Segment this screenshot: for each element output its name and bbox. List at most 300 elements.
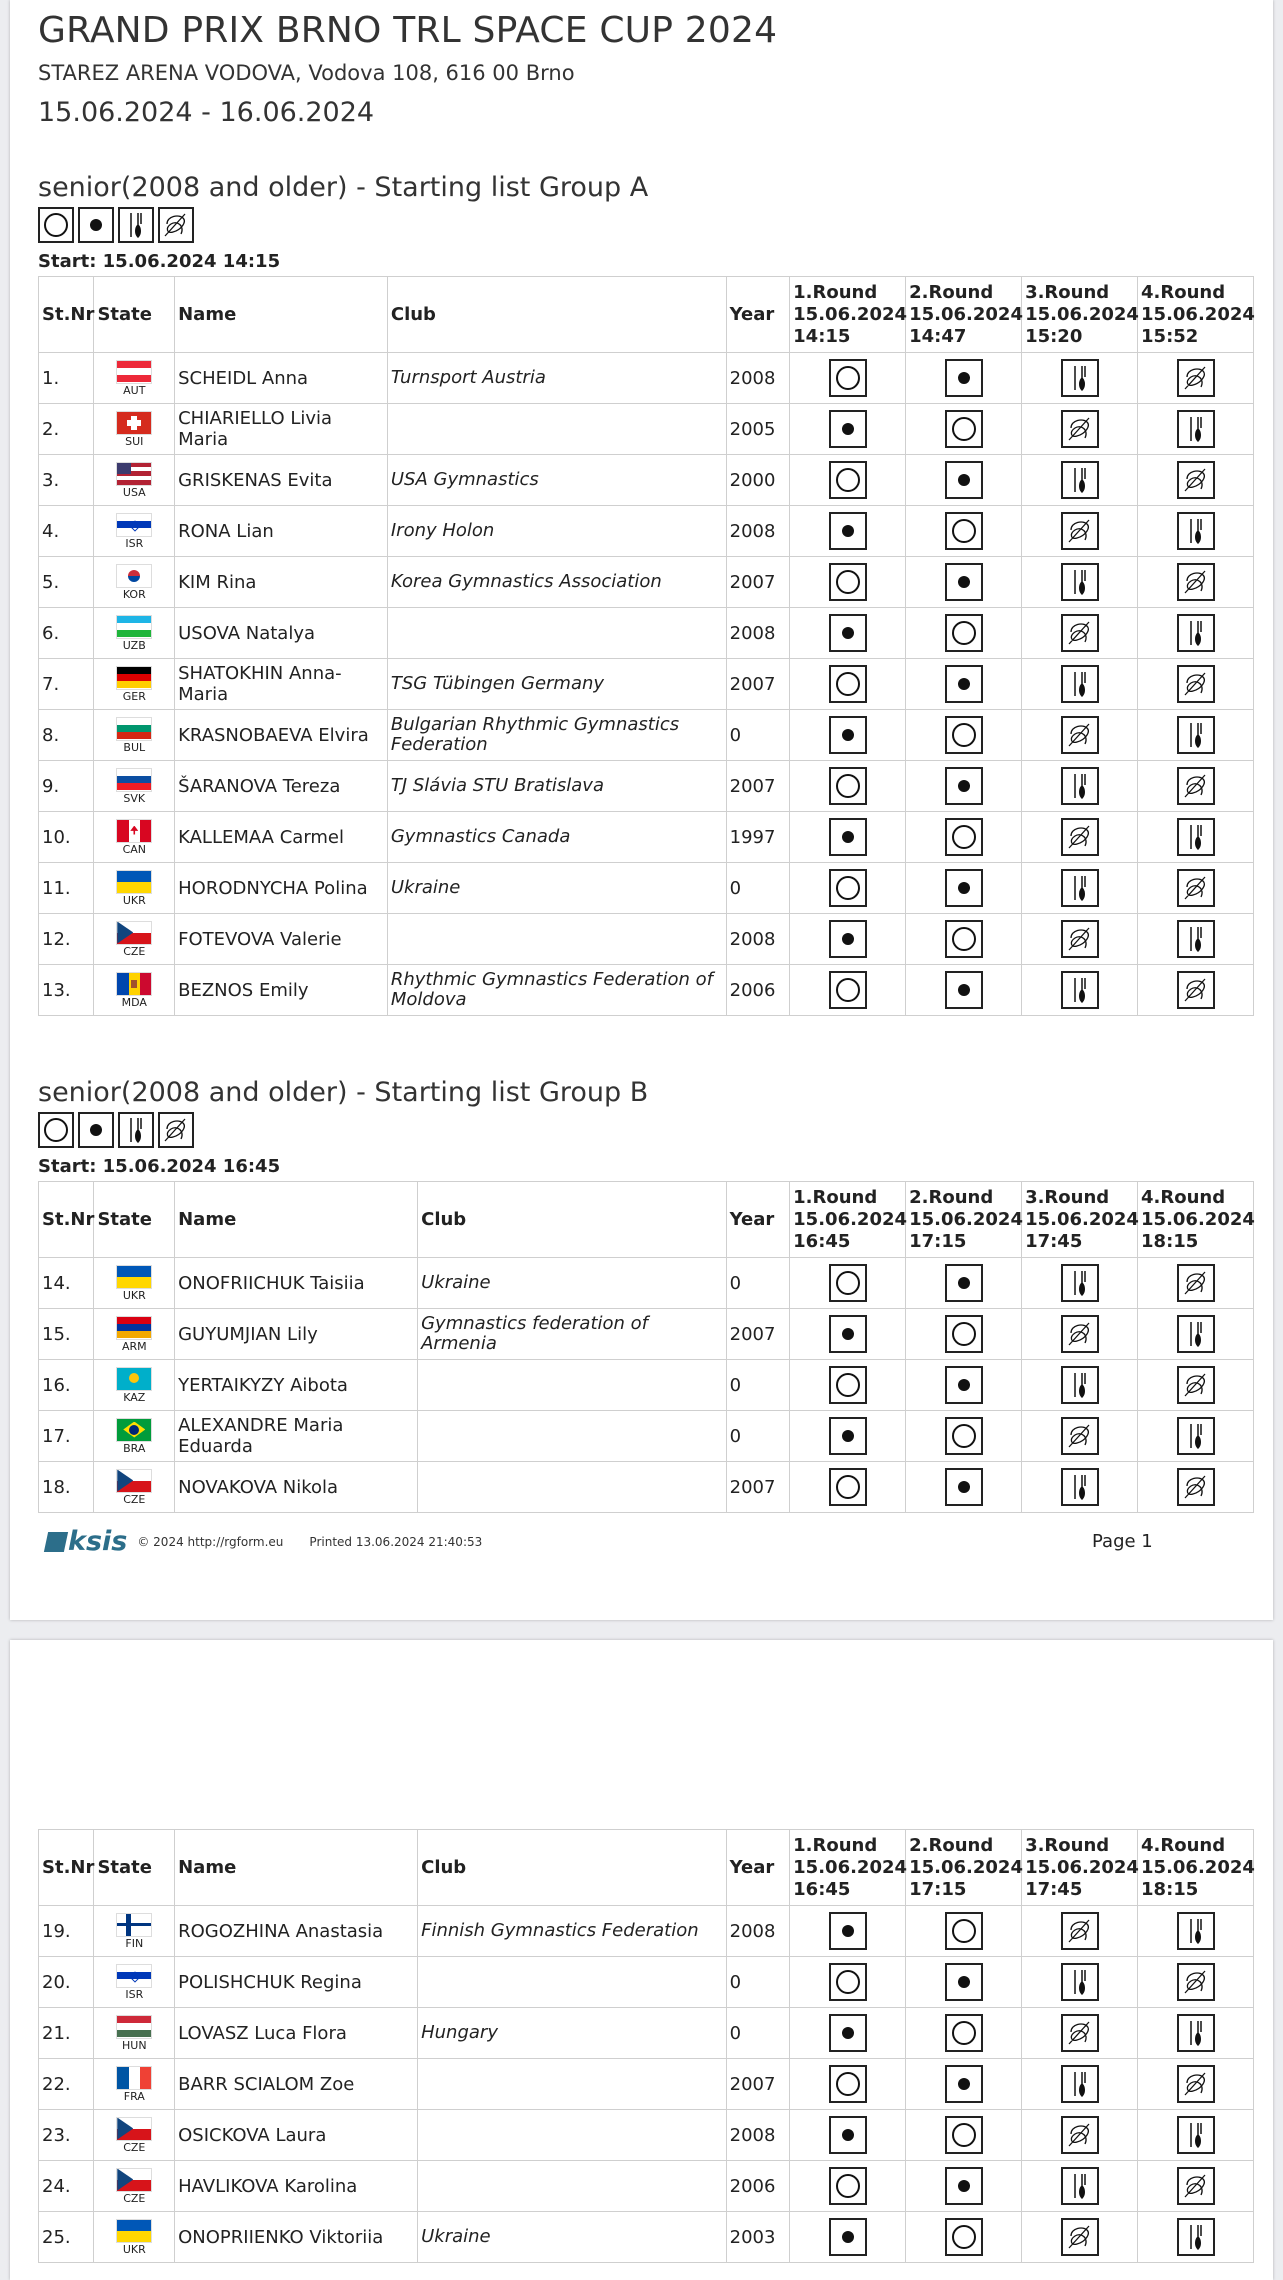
- round-apparatus: [1138, 863, 1254, 914]
- ribbon-icon: [1061, 2218, 1099, 2256]
- round-apparatus: [906, 1411, 1022, 1462]
- club-name: [418, 2110, 727, 2161]
- ribbon-icon: [1177, 2065, 1215, 2103]
- birth-year: 2008: [726, 608, 790, 659]
- ribbon-icon: [1177, 971, 1215, 1009]
- footer-printed: Printed 13.06.2024 21:40:53: [309, 1534, 483, 1549]
- ball-icon: [829, 818, 867, 856]
- apparatus-legend: [38, 1112, 1254, 1148]
- start-number: 4.: [39, 506, 94, 557]
- state-cell: [94, 1258, 175, 1309]
- col-round-4: 4.Round 15.06.2024 18:15: [1138, 1830, 1254, 1906]
- hoop-icon: [829, 2167, 867, 2205]
- round-apparatus: [790, 1411, 906, 1462]
- state-cell: [94, 914, 175, 965]
- start-number: 23.: [39, 2110, 94, 2161]
- ball-icon: [945, 767, 983, 805]
- ball-icon: [945, 1468, 983, 1506]
- round-apparatus: [906, 2161, 1022, 2212]
- hoop-icon: [945, 1912, 983, 1950]
- round-apparatus: [1138, 659, 1254, 710]
- start-number: 20.: [39, 1957, 94, 2008]
- gymnast-name: ONOPRIIENKO Viktoriia: [175, 2212, 418, 2263]
- birth-year: 2007: [726, 659, 790, 710]
- page-number: Page 1: [1092, 1531, 1153, 1552]
- country-code: CZE: [123, 944, 146, 958]
- round-apparatus: [1022, 2110, 1138, 2161]
- country-code: AUT: [123, 383, 146, 397]
- clubs-icon: [1061, 461, 1099, 499]
- state-cell: [94, 2008, 175, 2059]
- page-footer: [46, 1526, 482, 1557]
- group-b-table: [38, 1181, 1254, 1513]
- round-apparatus: [906, 1258, 1022, 1309]
- country-code: MDA: [121, 995, 147, 1009]
- col-round-2: 2.Round 15.06.2024 17:15: [906, 1182, 1022, 1258]
- hoop-icon: [829, 563, 867, 601]
- group-b-start: Start: 15.06.2024 16:45: [38, 1156, 281, 1177]
- hoop-icon: [945, 1315, 983, 1353]
- ribbon-icon: [1061, 1417, 1099, 1455]
- clubs-icon: [1061, 665, 1099, 703]
- round-apparatus: [790, 710, 906, 761]
- round-apparatus: [1022, 2008, 1138, 2059]
- state-cell: [94, 455, 175, 506]
- group-b-table-continued: [38, 1829, 1254, 2263]
- gymnast-name: NOVAKOVA Nikola: [175, 1462, 418, 1513]
- round-apparatus: [790, 914, 906, 965]
- country-code: HUN: [122, 2038, 147, 2052]
- ball-icon: [945, 2167, 983, 2205]
- birth-year: 2000: [726, 455, 790, 506]
- col-name: Name: [175, 1182, 418, 1258]
- start-number: 5.: [39, 557, 94, 608]
- ribbon-icon: [1177, 869, 1215, 907]
- club-name: Gymnastics Canada: [387, 812, 726, 863]
- round-apparatus: [1138, 914, 1254, 965]
- round-apparatus: [1022, 608, 1138, 659]
- round-apparatus: [906, 863, 1022, 914]
- start-number: 8.: [39, 710, 94, 761]
- ribbon-icon: [1177, 1264, 1215, 1302]
- hoop-icon: [945, 2014, 983, 2052]
- table-row: [39, 2059, 1254, 2110]
- ribbon-icon: [1177, 563, 1215, 601]
- ribbon-icon: [1061, 1315, 1099, 1353]
- state-cell: [94, 2059, 175, 2110]
- round-apparatus: [1138, 965, 1254, 1016]
- hoop-icon: [829, 665, 867, 703]
- country-code: FIN: [125, 1936, 144, 1950]
- round-apparatus: [1022, 1309, 1138, 1360]
- hoop-icon: [945, 614, 983, 652]
- round-apparatus: [790, 1906, 906, 1957]
- col-club: Club: [418, 1182, 727, 1258]
- country-code: CZE: [123, 1492, 146, 1506]
- ribbon-icon: [1177, 1963, 1215, 2001]
- round-apparatus: [906, 1309, 1022, 1360]
- round-apparatus: [790, 2212, 906, 2263]
- hoop-icon: [945, 920, 983, 958]
- round-apparatus: [906, 914, 1022, 965]
- round-apparatus: [1138, 608, 1254, 659]
- start-number: 16.: [39, 1360, 94, 1411]
- birth-year: 2006: [726, 965, 790, 1016]
- ball-icon: [829, 614, 867, 652]
- col-club: Club: [418, 1830, 727, 1906]
- col-year: Year: [726, 1182, 790, 1258]
- start-number: 25.: [39, 2212, 94, 2263]
- flag-icon: [116, 2015, 152, 2039]
- table-row: [39, 659, 1254, 710]
- round-apparatus: [1022, 659, 1138, 710]
- round-apparatus: [790, 506, 906, 557]
- ribbon-icon: [1061, 818, 1099, 856]
- flag-icon: [116, 564, 152, 588]
- state-cell: [94, 608, 175, 659]
- state-cell: [94, 404, 175, 455]
- ball-icon: [829, 512, 867, 550]
- birth-year: 2008: [726, 353, 790, 404]
- round-apparatus: [906, 1906, 1022, 1957]
- col-round-1: 1.Round 15.06.2024 16:45: [790, 1830, 906, 1906]
- round-apparatus: [790, 2161, 906, 2212]
- birth-year: 2007: [726, 1462, 790, 1513]
- flag-icon: [116, 1469, 152, 1493]
- hoop-icon: [945, 512, 983, 550]
- round-apparatus: [1022, 812, 1138, 863]
- table-row: [39, 557, 1254, 608]
- round-apparatus: [906, 1957, 1022, 2008]
- round-apparatus: [1022, 455, 1138, 506]
- state-cell: [94, 2212, 175, 2263]
- flag-icon: [116, 513, 152, 537]
- page-2: [10, 1640, 1273, 2280]
- ball-icon: [945, 1963, 983, 2001]
- club-name: [418, 2059, 727, 2110]
- clubs-icon: [118, 1112, 154, 1148]
- round-apparatus: [790, 608, 906, 659]
- start-number: 2.: [39, 404, 94, 455]
- start-number: 1.: [39, 353, 94, 404]
- group-a-start: Start: 15.06.2024 14:15: [38, 251, 281, 272]
- round-apparatus: [790, 1309, 906, 1360]
- table-row: [39, 1906, 1254, 1957]
- round-apparatus: [906, 2059, 1022, 2110]
- round-apparatus: [906, 506, 1022, 557]
- club-name: [387, 608, 726, 659]
- hoop-icon: [829, 2065, 867, 2103]
- club-name: USA Gymnastics: [387, 455, 726, 506]
- birth-year: 0: [726, 1258, 790, 1309]
- gymnast-name: ROGOZHINA Anastasia: [175, 1906, 418, 1957]
- round-apparatus: [790, 863, 906, 914]
- round-apparatus: [1138, 761, 1254, 812]
- clubs-icon: [1177, 512, 1215, 550]
- state-cell: [94, 812, 175, 863]
- round-apparatus: [790, 761, 906, 812]
- state-cell: [94, 1462, 175, 1513]
- col-round-3: 3.Round 15.06.2024 15:20: [1022, 277, 1138, 353]
- state-cell: [94, 1309, 175, 1360]
- round-apparatus: [1022, 1411, 1138, 1462]
- gymnast-name: ŠARANOVA Tereza: [175, 761, 388, 812]
- ball-icon: [945, 461, 983, 499]
- flag-icon: [116, 615, 152, 639]
- table-row: [39, 608, 1254, 659]
- table-row: [39, 863, 1254, 914]
- round-apparatus: [906, 608, 1022, 659]
- col-round-3: 3.Round 15.06.2024 17:45: [1022, 1830, 1138, 1906]
- country-code: CZE: [123, 2191, 146, 2205]
- ball-icon: [945, 563, 983, 601]
- round-apparatus: [1138, 455, 1254, 506]
- start-number: 9.: [39, 761, 94, 812]
- start-number: 13.: [39, 965, 94, 1016]
- country-code: UKR: [122, 2242, 146, 2256]
- round-apparatus: [1138, 1462, 1254, 1513]
- gymnast-name: HORODNYCHA Polina: [175, 863, 388, 914]
- col-name: Name: [175, 1830, 418, 1906]
- ball-icon: [78, 207, 114, 243]
- clubs-icon: [1177, 1417, 1215, 1455]
- country-code: KAZ: [123, 1390, 146, 1404]
- round-apparatus: [1138, 404, 1254, 455]
- start-number: 22.: [39, 2059, 94, 2110]
- ball-icon: [945, 1366, 983, 1404]
- club-name: Turnsport Austria: [387, 353, 726, 404]
- club-name: [418, 1411, 727, 1462]
- table-row: [39, 1309, 1254, 1360]
- col-name: Name: [175, 277, 388, 353]
- birth-year: 0: [726, 2008, 790, 2059]
- start-number: 24.: [39, 2161, 94, 2212]
- flag-icon: [116, 360, 152, 384]
- state-cell: [94, 965, 175, 1016]
- flag-icon: [116, 972, 152, 996]
- ribbon-icon: [1177, 767, 1215, 805]
- birth-year: 2007: [726, 557, 790, 608]
- start-number: 6.: [39, 608, 94, 659]
- ribbon-icon: [1061, 2116, 1099, 2154]
- country-code: CAN: [122, 842, 146, 856]
- flag-icon: [116, 2168, 152, 2192]
- table-row: [39, 965, 1254, 1016]
- clubs-icon: [1177, 716, 1215, 754]
- state-cell: [94, 557, 175, 608]
- flag-icon: [116, 666, 152, 690]
- group-a-section: [38, 172, 1254, 1016]
- round-apparatus: [1138, 506, 1254, 557]
- country-code: ISR: [125, 1987, 144, 2001]
- flag-icon: [116, 462, 152, 486]
- birth-year: 0: [726, 863, 790, 914]
- hoop-icon: [945, 1417, 983, 1455]
- round-apparatus: [906, 812, 1022, 863]
- birth-year: 0: [726, 1957, 790, 2008]
- round-apparatus: [906, 404, 1022, 455]
- ribbon-icon: [1061, 716, 1099, 754]
- birth-year: 2006: [726, 2161, 790, 2212]
- ball-icon: [829, 920, 867, 958]
- round-apparatus: [1022, 557, 1138, 608]
- round-apparatus: [1138, 557, 1254, 608]
- ball-icon: [829, 2116, 867, 2154]
- club-name: TJ Slávia STU Bratislava: [387, 761, 726, 812]
- round-apparatus: [906, 1462, 1022, 1513]
- start-number: 15.: [39, 1309, 94, 1360]
- gymnast-name: KRASNOBAEVA Elvira: [175, 710, 388, 761]
- gymnast-name: POLISHCHUK Regina: [175, 1957, 418, 2008]
- birth-year: 2007: [726, 2059, 790, 2110]
- ribbon-icon: [1177, 665, 1215, 703]
- round-apparatus: [1138, 1258, 1254, 1309]
- round-apparatus: [1022, 1462, 1138, 1513]
- state-cell: [94, 2110, 175, 2161]
- event-dates: 15.06.2024 - 16.06.2024: [38, 97, 375, 128]
- country-code: ARM: [121, 1339, 147, 1353]
- clubs-icon: [1177, 2116, 1215, 2154]
- footer-copyright: © 2024 http://rgform.eu: [137, 1534, 284, 1549]
- round-apparatus: [1138, 812, 1254, 863]
- event-title: GRAND PRIX BRNO TRL SPACE CUP 2024: [38, 10, 778, 51]
- club-name: [418, 2161, 727, 2212]
- flag-icon: [116, 819, 152, 843]
- ribbon-icon: [1177, 1468, 1215, 1506]
- gymnast-name: SHATOKHIN Anna-Maria: [175, 659, 388, 710]
- round-apparatus: [1022, 2161, 1138, 2212]
- club-name: Gymnastics federation of Armenia: [418, 1309, 727, 1360]
- hoop-icon: [829, 461, 867, 499]
- round-apparatus: [906, 659, 1022, 710]
- state-cell: [94, 506, 175, 557]
- round-apparatus: [1022, 1906, 1138, 1957]
- ball-icon: [945, 2065, 983, 2103]
- round-apparatus: [1022, 1360, 1138, 1411]
- state-cell: [94, 1906, 175, 1957]
- col-round-2: 2.Round 15.06.2024 17:15: [906, 1830, 1022, 1906]
- round-apparatus: [790, 1360, 906, 1411]
- round-apparatus: [906, 1360, 1022, 1411]
- state-cell: [94, 863, 175, 914]
- hoop-icon: [829, 1468, 867, 1506]
- hoop-icon: [829, 971, 867, 1009]
- ribbon-icon: [158, 1112, 194, 1148]
- gymnast-name: ALEXANDRE Maria Eduarda: [175, 1411, 418, 1462]
- col-round-4: 4.Round 15.06.2024 18:15: [1138, 1182, 1254, 1258]
- col-state: State: [94, 277, 175, 353]
- round-apparatus: [790, 455, 906, 506]
- hoop-icon: [945, 2116, 983, 2154]
- flag-icon: [116, 1913, 152, 1937]
- gymnast-name: USOVA Natalya: [175, 608, 388, 659]
- hoop-icon: [829, 1366, 867, 1404]
- clubs-icon: [1177, 614, 1215, 652]
- start-number: 18.: [39, 1462, 94, 1513]
- hoop-icon: [38, 1112, 74, 1148]
- gymnast-name: SCHEIDL Anna: [175, 353, 388, 404]
- ball-icon: [945, 359, 983, 397]
- apparatus-legend: [38, 207, 1254, 243]
- clubs-icon: [1061, 563, 1099, 601]
- flag-icon: [116, 1316, 152, 1340]
- round-apparatus: [1022, 710, 1138, 761]
- flag-icon: [116, 411, 152, 435]
- round-apparatus: [790, 557, 906, 608]
- clubs-icon: [1061, 971, 1099, 1009]
- round-apparatus: [1138, 1906, 1254, 1957]
- hoop-icon: [945, 410, 983, 448]
- country-code: GER: [122, 689, 146, 703]
- round-apparatus: [906, 557, 1022, 608]
- round-apparatus: [906, 2110, 1022, 2161]
- birth-year: 2008: [726, 914, 790, 965]
- round-apparatus: [1138, 2008, 1254, 2059]
- table-row: [39, 455, 1254, 506]
- col-round-1: 1.Round 15.06.2024 14:15: [790, 277, 906, 353]
- clubs-icon: [1177, 1912, 1215, 1950]
- round-apparatus: [1022, 2212, 1138, 2263]
- clubs-icon: [1177, 818, 1215, 856]
- ball-icon: [829, 1315, 867, 1353]
- ball-icon: [829, 2218, 867, 2256]
- country-code: KOR: [122, 587, 146, 601]
- round-apparatus: [1138, 353, 1254, 404]
- round-apparatus: [1022, 2059, 1138, 2110]
- col-round-3: 3.Round 15.06.2024 17:45: [1022, 1182, 1138, 1258]
- clubs-icon: [118, 207, 154, 243]
- round-apparatus: [790, 2008, 906, 2059]
- start-number: 10.: [39, 812, 94, 863]
- country-code: FRA: [123, 2089, 145, 2103]
- club-name: [418, 1462, 727, 1513]
- start-number: 3.: [39, 455, 94, 506]
- round-apparatus: [1022, 506, 1138, 557]
- club-name: [418, 1957, 727, 2008]
- ball-icon: [945, 869, 983, 907]
- birth-year: 2008: [726, 2110, 790, 2161]
- round-apparatus: [1138, 1309, 1254, 1360]
- flag-icon: [116, 1367, 152, 1391]
- ribbon-icon: [158, 207, 194, 243]
- flag-icon: [116, 870, 152, 894]
- birth-year: 2003: [726, 2212, 790, 2263]
- flag-icon: [116, 717, 152, 741]
- gymnast-name: ONOFRIICHUK Taisiia: [175, 1258, 418, 1309]
- flag-icon: [116, 2066, 152, 2090]
- table-row: [39, 2161, 1254, 2212]
- country-code: UKR: [122, 1288, 146, 1302]
- clubs-icon: [1177, 920, 1215, 958]
- hoop-icon: [945, 716, 983, 754]
- flag-icon: [116, 1265, 152, 1289]
- col-club: Club: [387, 277, 726, 353]
- round-apparatus: [790, 965, 906, 1016]
- gymnast-name: GRISKENAS Evita: [175, 455, 388, 506]
- round-apparatus: [1138, 2059, 1254, 2110]
- group-a-title: senior(2008 and older) - Starting list Group A: [38, 172, 649, 203]
- birth-year: 2008: [726, 1906, 790, 1957]
- club-name: Korea Gymnastics Association: [387, 557, 726, 608]
- round-apparatus: [1138, 1360, 1254, 1411]
- hoop-icon: [945, 818, 983, 856]
- round-apparatus: [790, 659, 906, 710]
- round-apparatus: [906, 353, 1022, 404]
- start-number: 14.: [39, 1258, 94, 1309]
- flag-icon: [116, 1964, 152, 1988]
- round-apparatus: [906, 761, 1022, 812]
- col-year: Year: [726, 1830, 790, 1906]
